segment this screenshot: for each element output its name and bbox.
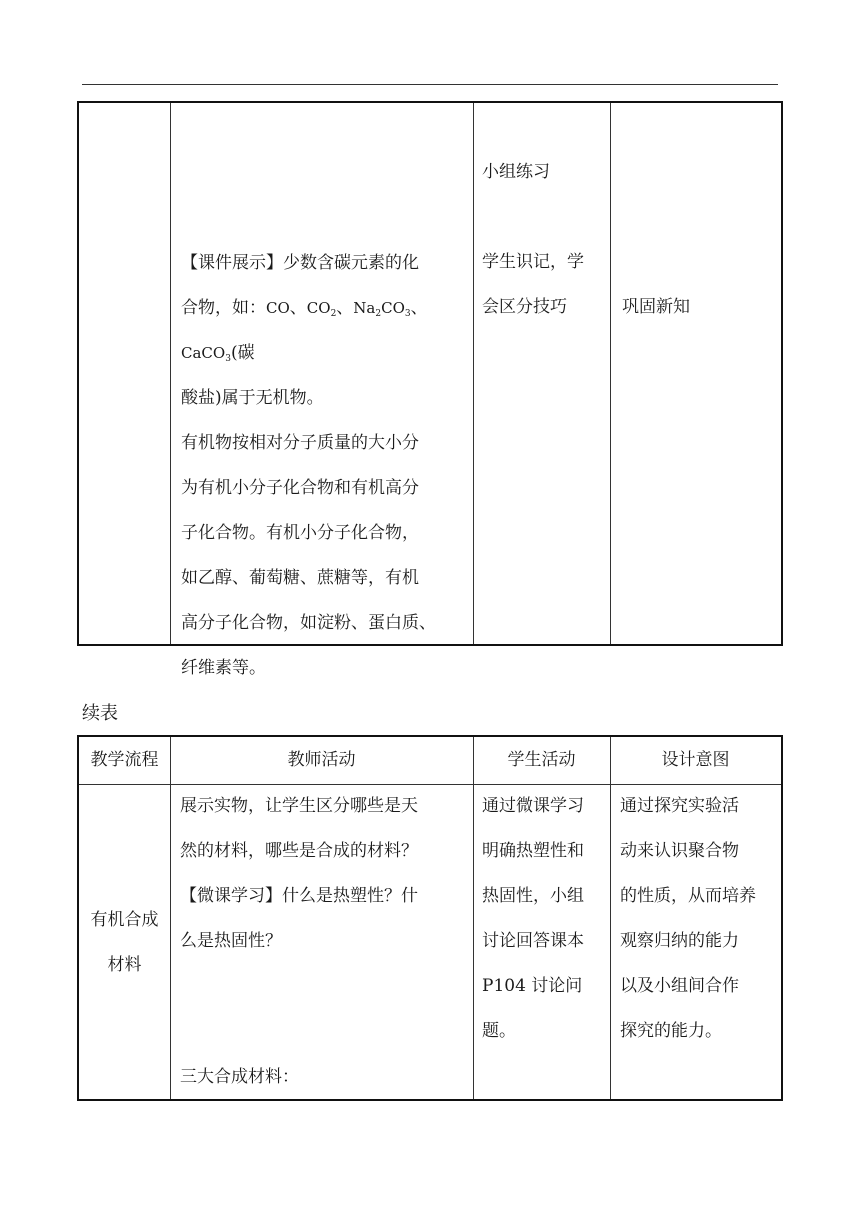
teacher-line: 纤维素等。 [181,658,266,678]
teacher-line: 子化合物。有机小分子化合物， [181,523,419,543]
student-line: 通过微课学习 [482,796,584,816]
header-design-intent: 设计意图 [661,750,730,770]
synthetic-materials-line: 三大合成材料： [180,1067,299,1087]
design-line: 的性质，从而培养 [620,886,756,906]
header-rule [82,84,778,85]
student-line: P104 讨论问 [482,976,583,996]
student-line: 学生识记，学 [482,252,584,272]
design-intent-text: 巩固新知 [622,297,690,317]
design-line: 探究的能力。 [620,1021,722,1041]
compound-examples-line: 合物，如：CO、$CO_2$、$Na_2CO_3$、CaCO$_3$(碳 [181,298,428,364]
teacher-line: 为有机小分子化合物和有机高分 [181,478,419,498]
design-intent-cell [622,285,772,330]
column-divider [610,737,611,1099]
column-divider [610,103,611,644]
teacher-line: 如乙醇、葡萄糖、蔗糖等，有机 [181,568,419,588]
student-line: 明确热塑性和 [482,841,584,861]
teacher-line: 【微课学习】什么是热塑性？什 [180,886,418,906]
column-divider [170,737,171,1099]
continued-label: 续表 [82,703,118,724]
student-line: 小组练习 [482,162,550,182]
student-line: 热固性，小组 [482,886,584,906]
header-student-activity: 学生活动 [507,750,576,770]
column-divider [473,103,474,644]
design-line: 观察归纳的能力 [620,931,739,951]
teacher-line: 高分子化合物，如淀粉、蛋白质、 [181,613,436,633]
lesson-table-continued [77,101,783,678]
student-line: 题。 [482,1021,516,1041]
student-line: 讨论回答课本 [482,931,584,951]
student-activity-cell [482,784,608,1054]
teacher-line: 酸盐)属于无机物。 [181,388,324,408]
student-activity-cell [482,150,608,330]
teacher-line: 有机物按相对分子质量的大小分 [181,433,419,453]
design-intent-cell [620,784,780,1054]
column-divider [170,103,171,644]
teacher-line: 么是热固性？ [180,931,282,951]
teacher-activity-cell [181,241,471,691]
teacher-line: 【课件展示】少数含碳元素的化 [181,253,419,273]
design-line: 以及小组间合作 [620,976,739,996]
design-line: 动来认识聚合物 [620,841,739,861]
student-line: 会区分技巧 [482,297,567,317]
teacher-activity-cell [180,784,472,964]
header-teacher-activity: 教师活动 [287,750,356,770]
teacher-line: 然的材料，哪些是合成的材料？ [180,841,418,861]
teacher-line: 展示实物，让学生区分哪些是天 [180,796,418,816]
flow-line: 有机合成 [90,910,159,930]
column-divider [473,737,474,1099]
spacer [482,195,608,240]
flow-line: 材料 [107,955,142,975]
design-line: 通过探究实验活 [620,796,739,816]
flow-cell [79,898,170,988]
lesson-table [77,735,783,1101]
header-flow: 教学流程 [90,750,159,770]
